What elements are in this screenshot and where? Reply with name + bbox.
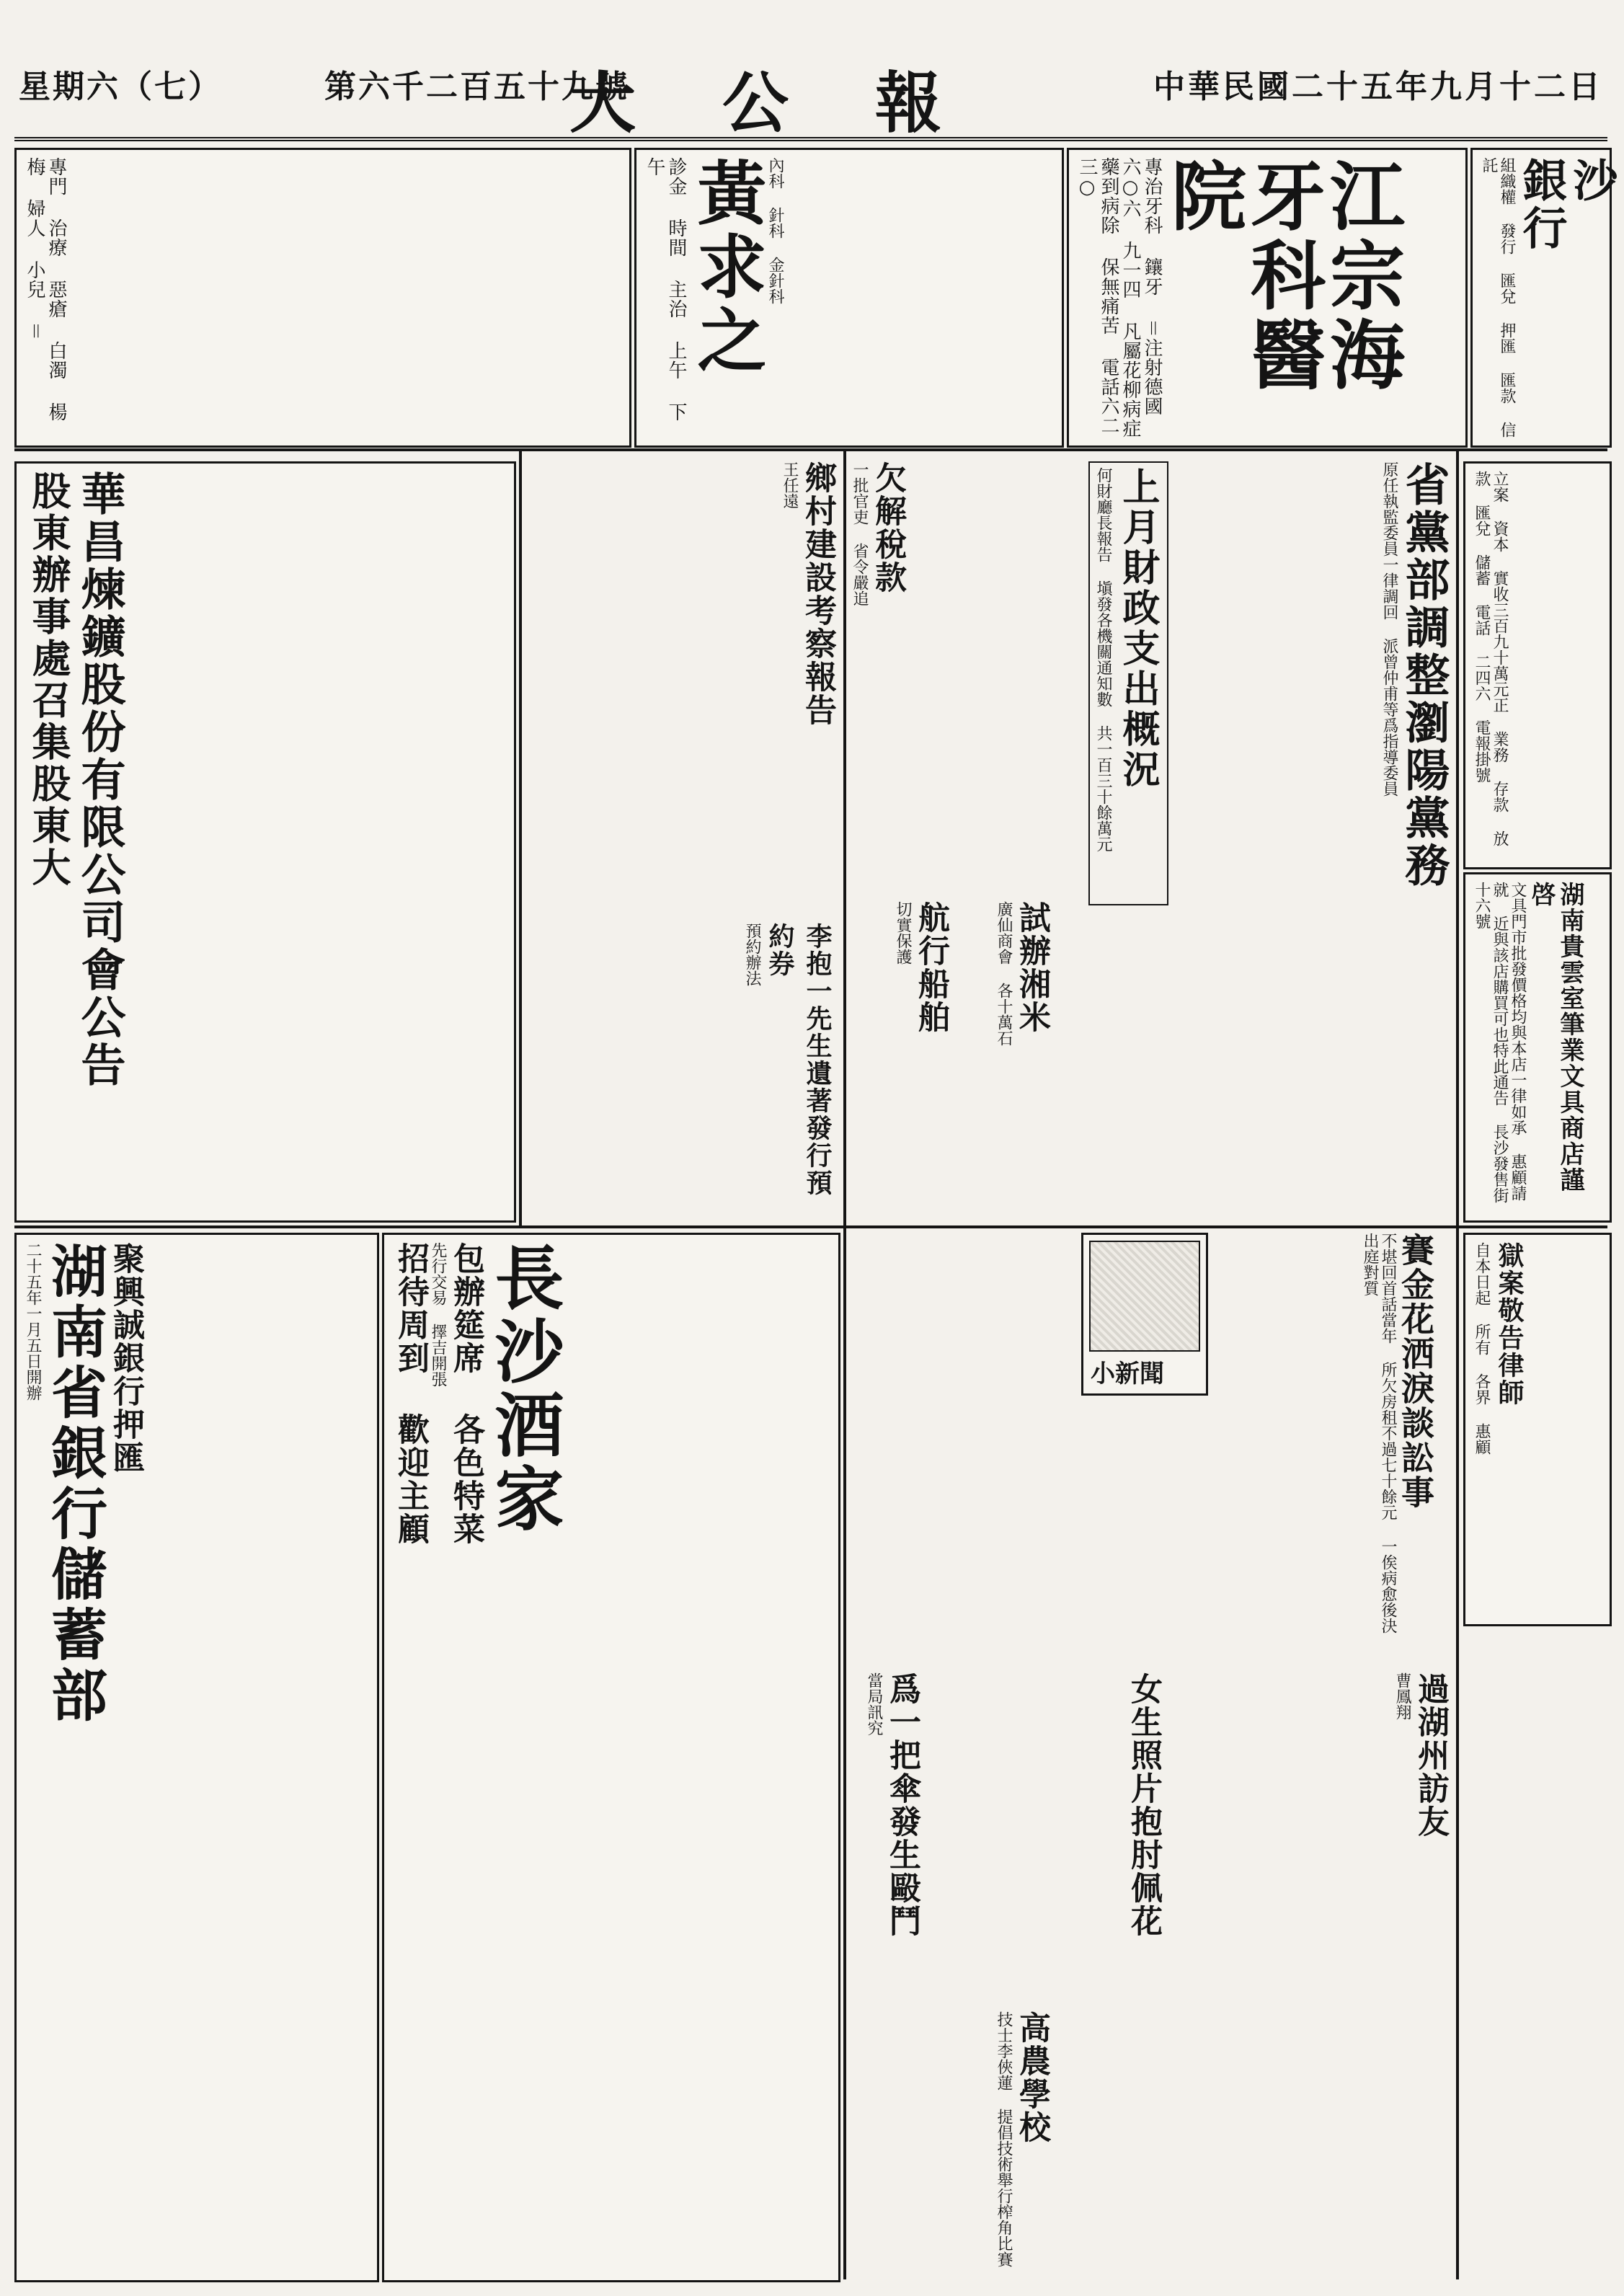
memorial-headline: 李抱一先生遺著發行預約券 [765, 923, 833, 1197]
rural-report [526, 461, 836, 1218]
clinic-notice-text: 專門 治療 惡瘡 白濁 楊梅 婦人 小兒 ＝ [24, 157, 67, 422]
legal-notice-title: 獄案敬告律師 [1494, 1242, 1525, 1406]
rule-col-3 [519, 448, 522, 1225]
bank-ad [1470, 148, 1618, 448]
gold-headline: 賽金花洒淚談訟事 [1396, 1233, 1435, 1510]
article4-title: 高農學校 [1013, 2011, 1050, 2144]
wine-subtitle: 包辦筵席 各色特菜 [448, 1242, 484, 1546]
stock-heading: 股東辦事處召集股東大 [26, 471, 72, 889]
trust-headline: 聚興誠銀行押匯 [107, 1242, 144, 1474]
small-news-box [1081, 1233, 1208, 1396]
lower-right-news [851, 1233, 1449, 2278]
paper-name: 大公報 [569, 64, 1029, 142]
boat-headline: 航行船舶 [913, 901, 949, 1034]
article1-title: 過湖州訪友 [1412, 1672, 1449, 1838]
savings-bank-title: 湖南省銀行儲蓄部 [42, 1242, 107, 1727]
issue-number: 第六千二百五十九號 [324, 68, 629, 105]
article3-title: 女生照片抱肘佩花 [1125, 1672, 1162, 1938]
stock-title: 華昌煉鑛股份有限公司會公告 [74, 471, 126, 1089]
bank-services: 組織權 發行 匯兌 押匯 匯款 信託 [1480, 157, 1516, 438]
tax-subheadline: 一批官吏 省令嚴追 [851, 461, 869, 606]
wine-title: 長沙酒家 [484, 1242, 565, 1536]
dental-body: 專治牙科 鑲牙 ＝注射德國 六○六 九一四 凡屬花柳病症 藥到病除 保無痛苦 電話六二三○ [1076, 157, 1163, 438]
clinic-notice [14, 148, 631, 448]
savings-bank-date: 二十五年一月五日開辦 [24, 1242, 42, 1401]
wine-guests: 招待周到 歡迎主顧 [392, 1242, 429, 1546]
rule-top [14, 448, 1607, 451]
hospital-ad [634, 148, 1064, 448]
wine-house-ad [382, 1233, 840, 2282]
hospital-subtitle: 內科 針科 金針科 [766, 157, 784, 304]
stock-notice [14, 461, 516, 1223]
hospital-title: 黃求之 [686, 157, 768, 378]
hospital-body: 診金 時間 主治 上午 下午 [644, 157, 687, 422]
finance-subheadline: 何財廳長報告 塡發各機關通知數 共一百三十餘萬元 [1094, 467, 1112, 852]
rice-subheadline: 廣仙商會 各十萬石 [995, 901, 1013, 1046]
article1-author: 曹鳳翔 [1393, 1672, 1411, 1720]
masthead-date: 中華民國二十五年九月十二日 [1153, 68, 1603, 105]
rule-col-2 [843, 448, 846, 2279]
weekday: 星期六（七） [19, 68, 222, 105]
article2-title: 爲一把傘發生毆鬥 [884, 1672, 920, 1938]
small-news-illustration [1089, 1241, 1200, 1352]
rural-headline: 鄉村建設考察報告 [799, 461, 836, 727]
party-subheadline: 原任執監委員一律調回 派曾仲甫等爲指導委員 [1380, 461, 1398, 797]
stationery-ad [1463, 872, 1612, 1223]
memorial-subheadline: 預約辦法 [743, 923, 761, 986]
party-news [851, 461, 1449, 1218]
insurance-body: 立案 資本 實收三百九十萬元正 業務 存款 放款 匯兌 儲蓄 電話 二四六 電報掛號 [1473, 471, 1509, 846]
wine-tag: 先行交易 擇吉開張 [429, 1242, 447, 1387]
legal-notice-ad [1463, 1233, 1612, 1626]
small-news-label: 小新聞 [1091, 1360, 1164, 1388]
rule-col-1 [1456, 448, 1459, 2279]
bank-prefix: 沙 [1566, 157, 1618, 205]
dental-ad [1067, 148, 1468, 448]
rice-headline: 試辦湘米 [1013, 901, 1050, 1034]
stationery-title: 湖南貴雲室筆業文具商店謹啓 [1527, 882, 1584, 1193]
insurance-ad [1463, 461, 1612, 869]
legal-notice-body: 自本日起 所有 各界 惠顧 [1473, 1242, 1491, 1455]
stationery-body: 文具門市批發價格均與本店一律如承 惠顧請就 近與該店購買可也特此通告 長沙發售街十六號 [1473, 882, 1527, 1203]
masthead [14, 50, 1607, 141]
article4-author: 技士李俠蓮 提倡技術舉行榨角比賽 [995, 2011, 1013, 2267]
savings-bank-ad [14, 1233, 379, 2282]
bank-name: 銀行 [1515, 157, 1568, 252]
party-headline: 省黨部調整瀏陽黨務 [1398, 461, 1450, 890]
gold-subheadline: 不堪回首話當年 所欠房租不過七十餘元 一俟病愈後決出庭對質 [1361, 1233, 1397, 1634]
tax-headline: 欠解稅款 [869, 461, 906, 594]
finance-headline: 上月財政支出概況 [1116, 467, 1160, 790]
dental-title: 江宗海牙科醫院 [1158, 157, 1406, 395]
rule-mid [14, 1225, 1607, 1228]
article2-author: 當局訊究 [865, 1672, 883, 1736]
rural-author: 王任遠 [781, 461, 799, 509]
boat-subheadline: 切實保護 [894, 901, 912, 965]
